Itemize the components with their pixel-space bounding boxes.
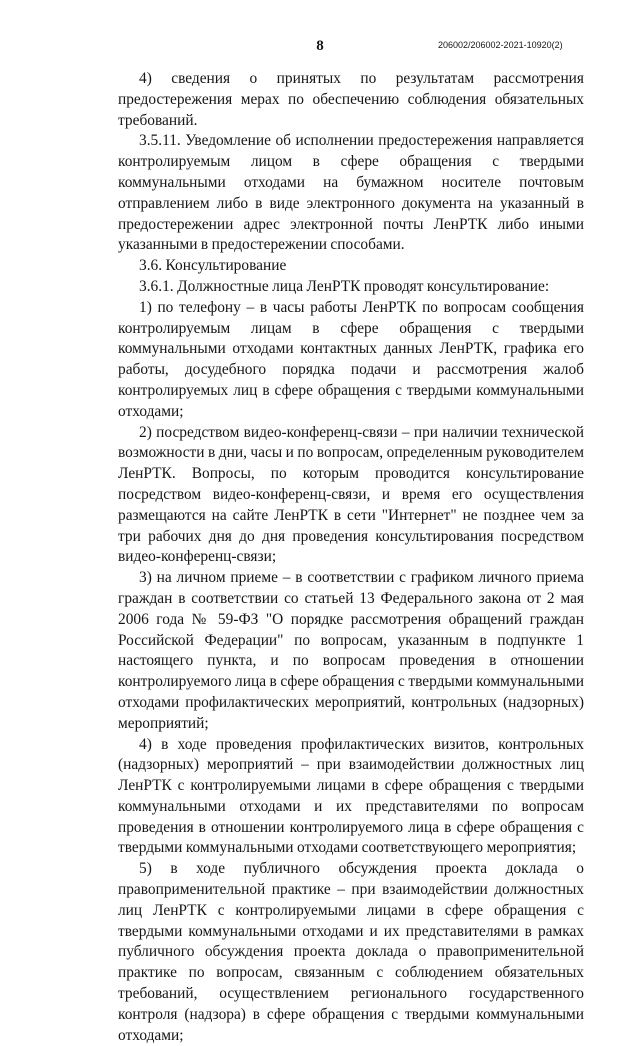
- document-body: [118, 69, 584, 1046]
- list-item-4-preventive-visits: 4) в ходе проведения профилактических визитов, контрольных (надзорных) мероприятий – при взаимодействии должностных лиц ЛенРТК с контролируемыми лицами в сфере обращения с твердыми коммунальными отходами и их представителями по вопросам проведения в отношении контролируемого лица в сфере обращения с твердыми коммунальными отходами соответствующего мероприятия;: [118, 735, 584, 857]
- list-item-5-public-discussion: 5) в ходе публичного обсуждения проекта доклада о правоприменительной практике – при взаимодействии должностных лиц ЛенРТК с контролируемыми лицами в сфере обращения с твердыми коммунальными отходами и их представителями в рамках публичного обсуждения проекта доклада о правоприменительной практике по вопросам, связанным с соблюдением обязательных требований, осуществлением регионального государственного контроля (надзора) в сфере обращения с твердыми коммунальными отходами;: [118, 860, 584, 1044]
- paragraph-3-5-11-notification: 3.5.11. Уведомление об исполнении предостережения направляется контролируемым лицом в сфере обращения с твердыми коммунальными отходами на бумажном носителе почтовым отправлением либо в виде электронного документа на указанный в предостережении адрес электронной почты ЛенРТК либо иными указанными в предостережении способами.: [118, 132, 584, 254]
- list-item-2-video-conference: 2) посредством видео-конференц-связи – при наличии технической возможности в дни, часы и по вопросам, определенным руководителем ЛенРТК. Вопросы, по которым проводится консультирование посредством видео-конференц-связи, и время его осуществления размещаются на сайте ЛенРТК в сети "Интернет" не позднее чем за три рабочих дня до дня проведения консультирования посредством видео-конференц-связи;: [118, 423, 584, 566]
- list-item-3-personal-reception: 3) на личном приеме – в соответствии с графиком личного приема граждан в соответствии со статьей 13 Федерального закона от 2 мая 2006 года № 59-ФЗ "О порядке рассмотрения обращений граждан Российской Федерации" по вопросам, указанным в подпункте 1 настоящего пункта, и по вопросам проведения в отношении контролируемого лица в сфере обращения с твердыми коммунальными отходами профилактических мероприятий, контрольных (надзорных) мероприятий;: [118, 569, 584, 732]
- page-number: 8: [316, 38, 324, 54]
- list-item-1-by-phone: 1) по телефону – в часы работы ЛенРТК по вопросам сообщения контролируемым лицам в сфере обращения с твердыми коммунальными отходами контактных данных ЛенРТК, графика его работы, досудебного порядка подачи и рассмотрения жалоб контролируемых лиц в сфере обращения с твердыми коммунальными отходами;: [118, 298, 584, 420]
- document-reference-number: 206002/206002-2021-10920(2): [438, 40, 563, 50]
- paragraph-item-4-measures: 4) сведения о принятых по результатам рассмотрения предостережения мерах по обеспечению соблюдения обязательных требований.: [118, 70, 584, 129]
- paragraph-3-6-1-consulting-intro: 3.6.1. Должностные лица ЛенРТК проводят консультирование:: [139, 277, 550, 295]
- section-heading-3-6-consulting: 3.6. Консультирование: [139, 257, 287, 275]
